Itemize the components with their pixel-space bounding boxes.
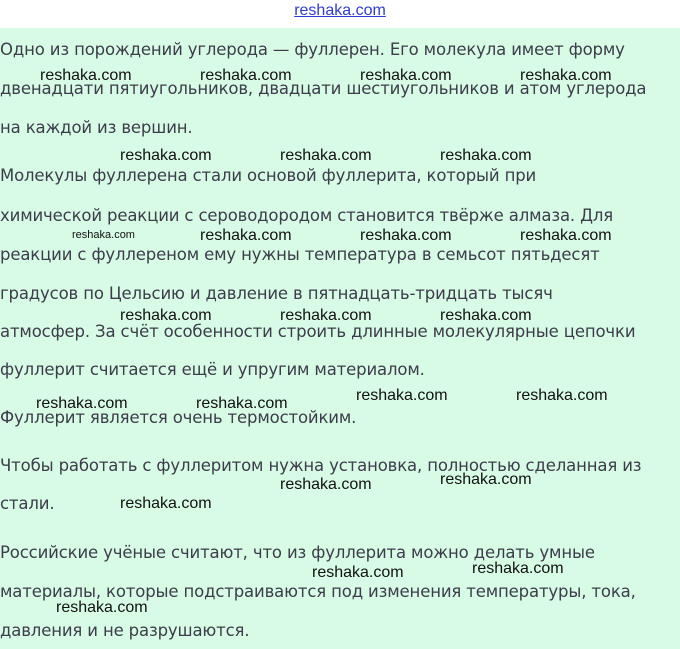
text-line: стали. [0,494,55,513]
text-line: Чтобы работать с фуллеритом нужна установка, полностью сделанная из [0,456,642,475]
text-line: Молекулы фуллерена стали основой фуллерита, который при [0,166,537,185]
watermark: reshaka.com [56,599,148,616]
watermark: reshaka.com [356,387,448,404]
text-line: давления и не разрушаются. [0,621,250,640]
watermark: reshaka.com [200,67,292,84]
watermark: reshaka.com [516,387,608,404]
watermark: reshaka.com [36,395,128,412]
watermark: reshaka.com [280,307,372,324]
watermark: reshaka.com [120,307,212,324]
watermark: reshaka.com [72,229,135,241]
text-line: реакции с фуллереном ему нужны температура в семьсот пятьдесят [0,245,600,264]
watermark: reshaka.com [472,560,564,577]
text-line: градусов по Цельсию и давление в пятнадцать-тридцать тысяч [0,284,553,303]
watermark: reshaka.com [280,147,372,164]
watermark: reshaka.com [312,564,404,581]
text-line: Фуллерит является очень термостойким. [0,408,357,427]
text-line: двенадцати пятиугольников, двадцати шестиугольников и атом углерода [0,79,647,98]
site-link[interactable]: reshaka.com [294,2,386,19]
text-line: на каждой из вершин. [0,118,193,137]
watermark: reshaka.com [120,147,212,164]
text-line: Одно из порождений углерода — фуллерен. Его молекула имеет форму [0,40,625,59]
watermark: reshaka.com [120,495,212,512]
text-line: Российские учёные считают, что из фуллерита можно делать умные [0,543,595,562]
text-line: фуллерит считается ещё и упругим материалом. [0,360,425,379]
watermark: reshaka.com [440,147,532,164]
watermark: reshaka.com [440,471,532,488]
watermark: reshaka.com [520,67,612,84]
text-line: материалы, которые подстраиваются под изменения температуры, тока, [0,582,636,601]
watermark: reshaka.com [200,227,292,244]
watermark: reshaka.com [360,67,452,84]
text-line: атмосфер. За счёт особенности строить длинные молекулярные цепочки [0,322,636,341]
watermark: reshaka.com [520,227,612,244]
text-line: химической реакции с сероводородом становится твёрже алмаза. Для [0,206,614,225]
watermark: reshaka.com [360,227,452,244]
watermark: reshaka.com [440,307,532,324]
watermark: reshaka.com [196,395,288,412]
watermark: reshaka.com [280,476,372,493]
watermark: reshaka.com [40,67,132,84]
